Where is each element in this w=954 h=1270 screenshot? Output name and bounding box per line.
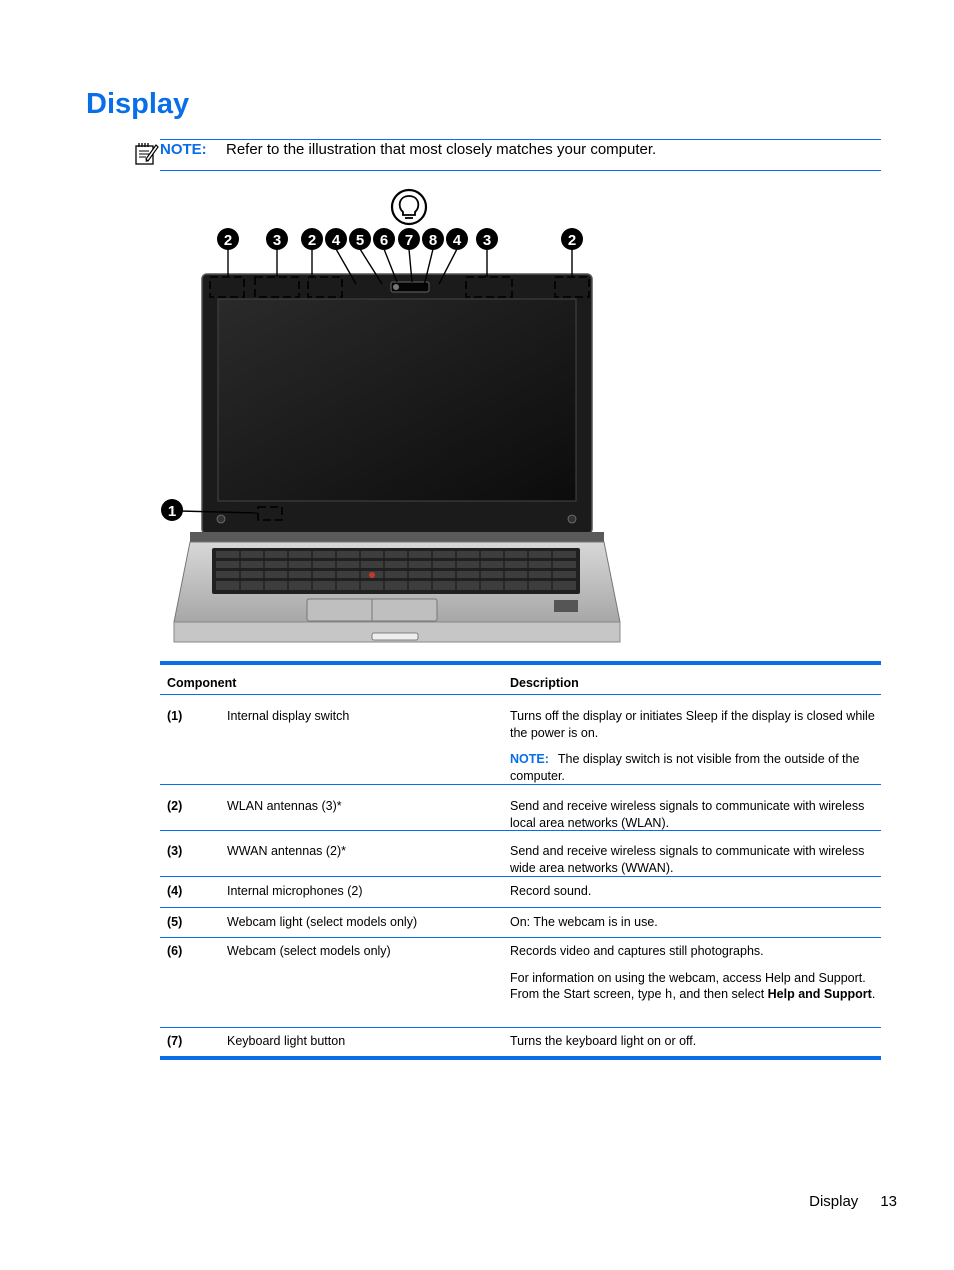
callout-badge [373, 228, 395, 250]
row-number: (7) [167, 1034, 183, 1048]
row-description [510, 708, 878, 784]
table-row [160, 908, 881, 938]
row-component: WWAN antennas (2)* [227, 844, 347, 858]
description-text: On: The webcam is in use. [510, 915, 658, 929]
desc-prefix: For information on using the webcam, access Help and Support. From the Start screen, type [510, 970, 866, 1001]
desc-bold: Help and Support [767, 987, 872, 1001]
callout-badge [266, 228, 288, 250]
description-text: Turns off the display or initiates Sleep if the display is closed while the power is on. [510, 709, 875, 740]
row-number: (5) [167, 915, 183, 929]
table-row [160, 831, 881, 877]
screen [218, 299, 576, 501]
footer-section: Display [809, 1193, 859, 1210]
row-number: (6) [167, 944, 183, 958]
table-header [160, 665, 881, 695]
callout-label: 4 [452, 232, 462, 249]
callout-label: 7 [404, 232, 414, 249]
description-text: Record sound. [510, 884, 592, 898]
row-component: Webcam light (select models only) [227, 915, 418, 929]
row-number: (1) [167, 709, 183, 723]
table-row [160, 877, 881, 908]
note-text: Refer to the illustration that most closely matches your computer. [226, 141, 657, 158]
desc-code: h [664, 988, 673, 1002]
row-description [510, 914, 878, 931]
description-text: Turns the keyboard light on or off. [510, 1034, 697, 1048]
header-component: Component [167, 676, 237, 690]
callout-label: 1 [167, 503, 177, 520]
callout-badge [446, 228, 468, 250]
callout-label: 2 [223, 232, 233, 249]
row-description [510, 798, 878, 831]
row-description [510, 883, 878, 900]
callout-label: 3 [272, 232, 282, 249]
component-table [160, 661, 881, 1060]
row-component: Internal microphones (2) [227, 884, 363, 898]
row-description [510, 843, 878, 876]
note-label: NOTE: [510, 752, 549, 766]
desc-end: . [871, 987, 876, 1001]
description-text: Send and receive wireless signals to communicate with wireless local area networks (WLAN). [510, 799, 865, 830]
callout-label: 2 [567, 232, 577, 249]
description-text: Records video and captures still photographs. [510, 944, 764, 958]
table-row [160, 785, 881, 831]
page-footer [809, 1193, 897, 1210]
callout-badge [476, 228, 498, 250]
row-number: (4) [167, 884, 183, 898]
light-bulb-icon [392, 190, 426, 224]
callout-badge [349, 228, 371, 250]
callout-badge [161, 499, 183, 521]
row-description [510, 943, 878, 1004]
table-row [160, 1028, 881, 1056]
callout-badge [325, 228, 347, 250]
description-text: Send and receive wireless signals to communicate with wireless wide area networks (WWAN). [510, 844, 865, 875]
callout-label: 8 [428, 232, 438, 249]
description-note [510, 751, 878, 784]
note-icon [134, 140, 160, 166]
callout-badge [561, 228, 583, 250]
callout-label: 3 [482, 232, 492, 249]
callout-badge [422, 228, 444, 250]
callout-badge [217, 228, 239, 250]
header-description: Description [510, 676, 579, 690]
description-text-2 [510, 970, 878, 1004]
laptop-display-illustration [150, 182, 630, 654]
callout-label: 4 [331, 232, 341, 249]
row-component: Internal display switch [227, 709, 350, 723]
page-title: Display [86, 88, 190, 120]
table-row [160, 938, 881, 1028]
callout-label: 6 [379, 232, 389, 249]
note-text: The display switch is not visible from the outside of the computer. [510, 752, 860, 783]
note-label: NOTE: [160, 141, 207, 158]
row-component: Keyboard light button [227, 1034, 346, 1048]
callout-label: 2 [307, 232, 317, 249]
row-number: (2) [167, 799, 183, 813]
row-description [510, 1033, 878, 1050]
callout-badge [398, 228, 420, 250]
row-component: Webcam (select models only) [227, 944, 391, 958]
footer-page-number: 13 [880, 1193, 897, 1210]
row-number: (3) [167, 844, 183, 858]
callout-label: 5 [355, 232, 365, 249]
table-row [160, 695, 881, 785]
desc-middle: , and then select [672, 987, 768, 1001]
row-component: WLAN antennas (3)* [227, 799, 342, 813]
callout-badge [301, 228, 323, 250]
